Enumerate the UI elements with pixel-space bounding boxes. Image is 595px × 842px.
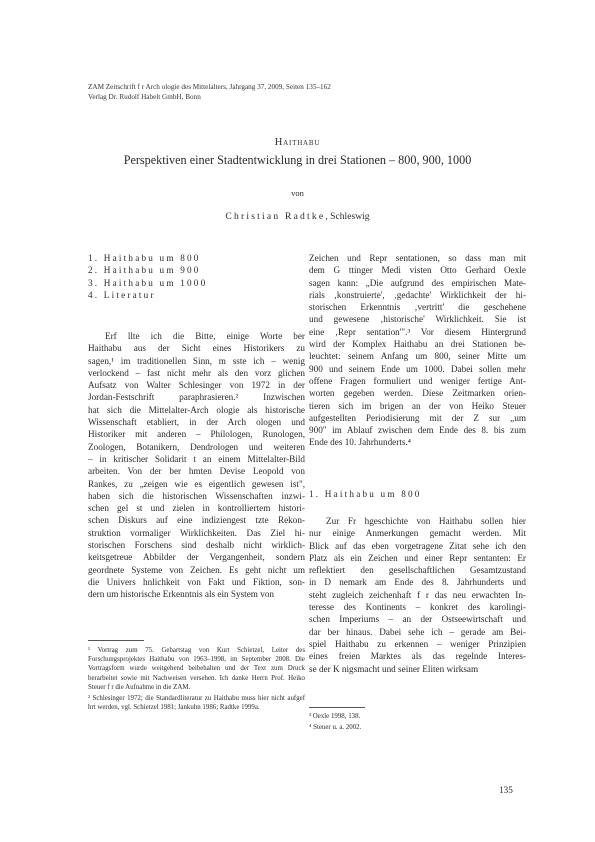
footnote: ⁴ Steuer u. a. 2002. xyxy=(309,724,362,732)
text-line: Haithabu aus der Sicht eines Historikers zu xyxy=(88,343,305,354)
author-place: , Schleswig xyxy=(325,211,370,222)
text-line: schen gel st und zielen in kontrolliertem histori- xyxy=(88,503,305,514)
table-of-contents xyxy=(88,252,207,301)
text-line: sagen,¹ im traditionellen Sinn, m sste ich – wenig xyxy=(88,355,305,366)
footnote: ¹ Vortrag zum 75. Gebartstag von Kurt Schietzel, Leiter des Forschungsprojektes Haithabu von 1963–1998, im September 2008. Die Vortragsform wurde weitgehend beibehalten und der Text zum Druck berarbeitet sowie mit Nachweisen versehen. Ich danke Herrn Prof. Heiko Steuer f r die Aufnahme in die ZAM. xyxy=(88,647,305,691)
text-line: spiel Haithabu zu erkennen – weniger Prinzipien xyxy=(309,638,526,649)
text-line: 900" im Ablauf zwischen dem Ende des 8. bis zum xyxy=(309,425,526,436)
footnotes-right xyxy=(309,712,526,734)
text-line: Ende des 10. Jahrhunderts.⁴ xyxy=(309,437,411,448)
text-line: tieren sich im brigen an der von Heiko Steuer xyxy=(309,400,526,411)
text-line: storischen Erkenntnis ‚vertritt' die geschehene xyxy=(309,302,526,313)
text-line: arbeiten. Von der ber hmten Devise Leopold von xyxy=(88,466,305,477)
article-title: Haithabu xyxy=(274,137,321,148)
text-line: Zeichen und Repr sentationen, so dass man mit xyxy=(309,253,526,263)
text-line: worten gegeben werden. Diese Zeitmarken orien- xyxy=(309,388,526,399)
text-line: dar ber hinaus. Dabei sehe ich – gerade am Bei- xyxy=(309,626,526,637)
text-line: Zoologen, Botanikern, Dendrologen und weiteren xyxy=(88,441,305,452)
footnote-divider xyxy=(309,707,365,708)
toc-item: 1. Haithabu um 800 xyxy=(88,253,201,263)
page-number: 135 xyxy=(499,785,513,795)
text-line: haben sich die historischen Wissenschaften inzwi- xyxy=(88,490,305,501)
text-line: aufgestellten Periodisierung mit der Z sur „um xyxy=(309,412,526,423)
text-line: die Univers hnlichkeit von Fakt und Fiktion, son- xyxy=(88,576,305,587)
text-line: Blick auf das eben vorgetragene Zitat sehe ich den xyxy=(309,540,526,551)
text-line: steht zugleich zeichenhaft f r das neu erwachten In- xyxy=(309,589,526,600)
text-line: geordnete Systeme von Zeichen. Es geht nicht um xyxy=(88,564,305,575)
text-line: rials ‚konstruierte', ‚gedachte' Wirklichkeit der hi- xyxy=(309,289,526,300)
text-line: Platz als ein Zeichen und einer Repr sentanten: Er xyxy=(309,552,526,563)
text-line: storischen Forschens sind deshalb nicht wirklich- xyxy=(88,540,305,551)
text-line: Rankes, zu „zeigen wie es eigentlich gewesen ist", xyxy=(88,478,305,489)
text-line: Wissenschaft etabliert, in der Arch ologen und xyxy=(88,417,305,428)
article-subtitle: Perspektiven einer Stadtentwicklung in drei Stationen – 800, 900, 1000 xyxy=(123,153,472,167)
journal-header-line-1: ZAM Zeitschrift f r Arch ologie des Mittelalters, Jahrgang 37, 2009, Seiten 135–162 xyxy=(88,83,331,91)
section-body xyxy=(309,515,526,675)
text-line: struktion vormaliger Wirklichkeiten. Das Ziel hi- xyxy=(88,527,305,538)
text-line: Historiker mit anderen – Philologen, Runologen, xyxy=(88,429,305,440)
footnote-divider xyxy=(88,640,144,641)
footnote: ³ Oexle 1998, 138. xyxy=(309,713,361,720)
text-line: dem G ttinger Medi visten Otto Gerhard Oexle xyxy=(309,265,526,276)
toc-item: 4. Literatur xyxy=(88,289,156,300)
text-line: – in kritischer Solidarit t an einem Mittelalter-Bild xyxy=(88,453,305,464)
section-heading: 1. Haithabu um 800 xyxy=(309,489,422,499)
text-line: und gewesene ‚historische' Wirklichkeit. Sie ist xyxy=(309,314,526,325)
text-line: hat sich die Mittelalter-Arch ologie als historische xyxy=(88,404,305,415)
text-line: reflektiert den gesellschaftlichen Gesamtzustand xyxy=(309,565,526,576)
text-line: 900 und seinem Ende um 1000. Dabei sollen mehr xyxy=(309,363,526,374)
toc-item: 3. Haithabu um 1000 xyxy=(88,277,208,288)
text-line: se der K nigsmacht und seiner Eliten wirksam xyxy=(309,663,479,674)
text-line: teresse des Kontinents – konkret des karolingi- xyxy=(309,602,526,613)
footnotes-left xyxy=(88,646,305,714)
text-line: leuchtet: seinem Anfang um 800, seiner Mitte um xyxy=(309,351,526,362)
text-line: schen Diskurs auf eine indiziengest tzte Rekon- xyxy=(88,515,305,526)
text-line: schen Imperiums – an der Ostseewirtschaft und xyxy=(309,614,526,625)
text-line: verlockend – fast nicht mehr als den vorz glichen xyxy=(88,367,305,378)
text-line: eines freien Marktes als das regelnde Interes- xyxy=(309,651,526,662)
text-line: eine ‚Repr sentation'".³ Vor diesem Hintergrund xyxy=(309,326,526,337)
by-label: von xyxy=(291,188,304,198)
text-line: Erf llte ich die Bitte, einige Worte ber xyxy=(105,331,305,341)
text-line: Jordan-Festschrift paraphrasieren.² Inzwischen xyxy=(88,392,305,403)
text-line: Zur Fr hgeschichte von Haithabu sollen hier xyxy=(326,516,526,526)
text-line: keitsgetreue Abbilder der Vergangenheit, sondern xyxy=(88,552,305,563)
toc-item: 2. Haithabu um 900 xyxy=(88,265,201,276)
footnote: ² Schlesinger 1972; die Standardliteratur zu Haithabu muss hier nicht aufgef hrt werden, vgl. Schietzel 1981; Jankuhn 1986; Radtke 1999a. xyxy=(88,695,305,712)
left-column-body xyxy=(88,330,305,601)
text-line: Aufsatz von Walter Schlesinger von 1972 in der xyxy=(88,380,305,391)
author-name: Christian Radtke xyxy=(225,211,326,222)
right-column-body xyxy=(309,252,526,449)
author-line xyxy=(0,211,595,222)
text-line: sagen kann: „Die aufgrund des empirischen Mate- xyxy=(309,277,526,288)
journal-header-line-2: Verlag Dr. Rudolf Habelt GmbH, Bonn xyxy=(88,93,201,101)
text-line: nur einige Anmerkungen gemacht werden. Mit xyxy=(309,528,526,539)
text-line: offene Fragen formuliert und weniger fertige Ant- xyxy=(309,375,526,386)
text-line: wird der Komplex Haithabu an drei Stationen be- xyxy=(309,339,526,350)
text-line: dern um historische Erkenntnis als ein System von xyxy=(88,589,275,600)
text-line: in D nemark am Ende des 8. Jahrhunderts und xyxy=(309,577,526,588)
